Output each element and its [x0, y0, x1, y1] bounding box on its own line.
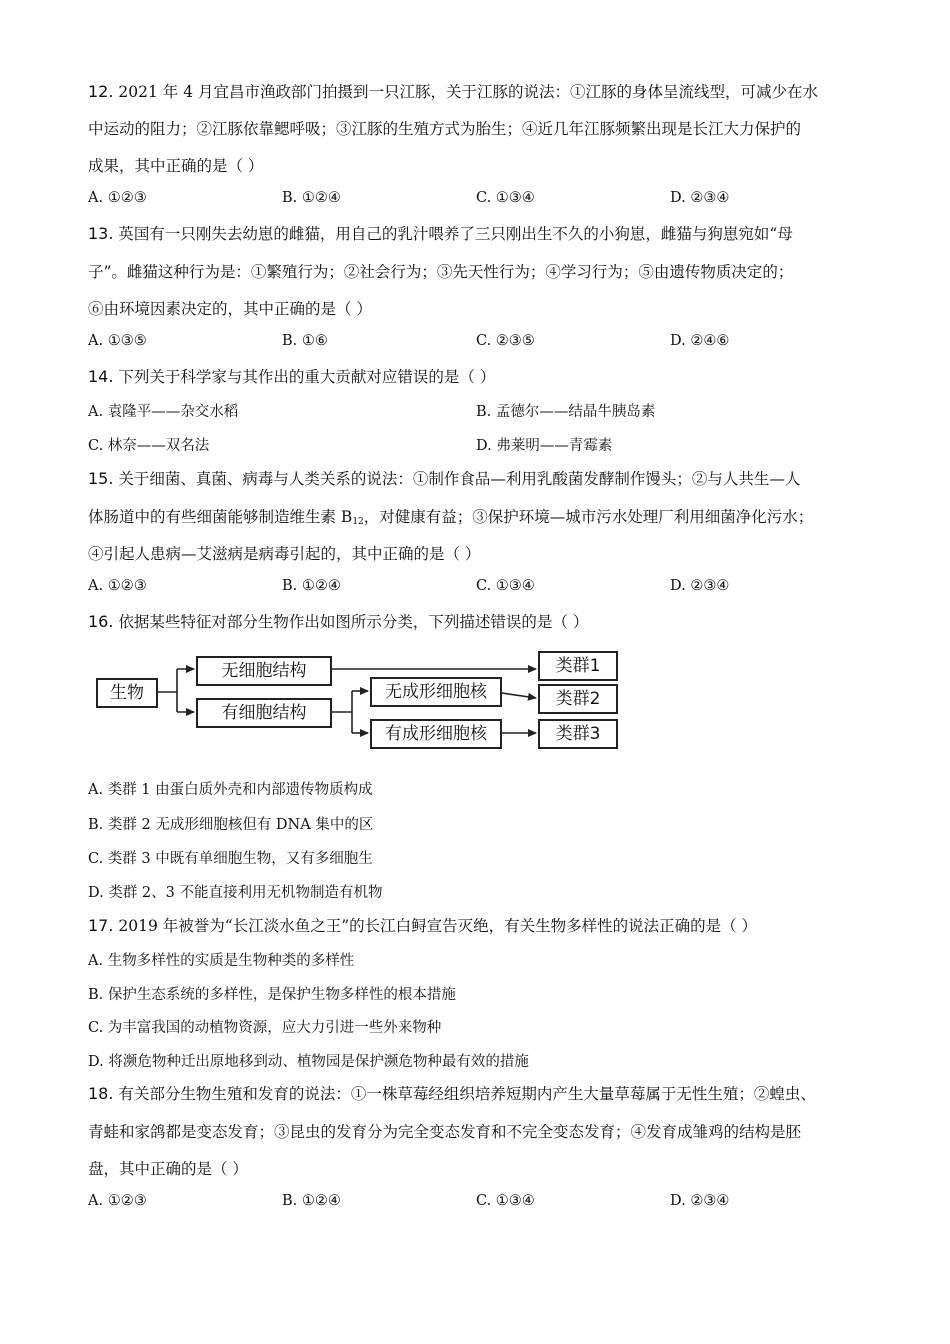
- q13-line-2: 子”。雌猫这种行为是：①繁殖行为；②社会行为；③先天性行为；④学习行为；⑤由遗传物质决定的；: [88, 263, 794, 281]
- diagram-has-cell-structure: 有细胞结构: [196, 698, 332, 728]
- q16-option-d: D. 类群 2、3 不能直接利用无机物制造有机物: [88, 885, 383, 901]
- diagram-has-formed-nucleus: 有成形细胞核: [370, 719, 502, 749]
- q14-number: 14.: [88, 367, 114, 386]
- q14-option-c: C. 林奈——双名法: [88, 438, 210, 454]
- q17-number: 17.: [88, 916, 114, 935]
- q13-option-a: A. ①③⑤: [88, 333, 147, 349]
- q18-option-c: C. ①③④: [476, 1193, 535, 1209]
- q16-option-b: B. 类群 2 无成形细胞核但有 DNA 集中的区: [88, 817, 374, 833]
- q18-option-a: A. ①②③: [88, 1193, 147, 1209]
- diagram-group-3: 类群3: [538, 719, 618, 749]
- diagram-group-2: 类群2: [538, 684, 618, 714]
- q17-line-1: 17. 2019 年被誉为“长江淡水鱼之王”的长江白鲟宣告灭绝，有关生物多样性的说法正确的是（ ）: [88, 916, 758, 935]
- q15-option-d: D. ②③④: [670, 578, 730, 594]
- q15-line-3: ④引起人患病—艾滋病是病毒引起的，其中正确的是（ ）: [88, 545, 481, 563]
- q17-option-a: A. 生物多样性的实质是生物种类的多样性: [88, 953, 355, 969]
- q13-option-c: C. ②③⑤: [476, 333, 535, 349]
- q12-option-d: D. ②③④: [670, 190, 730, 206]
- q12-number: 12.: [88, 82, 114, 101]
- q16-option-c: C. 类群 3 中既有单细胞生物，又有多细胞生: [88, 851, 373, 867]
- q18-line-2: 青蛙和家鸽都是变态发育；③昆虫的发育分为完全变态发育和不完全变态发育；④发育成雏鸡的结构是胚: [88, 1123, 802, 1141]
- q16-line-1: 16. 依据某些特征对部分生物作出如图所示分类，下列描述错误的是（ ）: [88, 612, 589, 631]
- q15-option-c: C. ①③④: [476, 578, 535, 594]
- q18-line-1: 18. 有关部分生物生殖和发育的说法：①一株草莓经组织培养短期内产生大量草莓属于无性生殖；②蝗虫、: [88, 1084, 816, 1103]
- q14-option-a: A. 袁隆平——杂交水稻: [88, 404, 239, 420]
- q13-number: 13.: [88, 224, 114, 243]
- diagram-no-cell-structure: 无细胞结构: [196, 656, 332, 686]
- q15-number: 15.: [88, 469, 114, 488]
- diagram-no-formed-nucleus: 无成形细胞核: [370, 677, 502, 707]
- q16-option-a: A. 类群 1 由蛋白质外壳和内部遗传物质构成: [88, 782, 373, 798]
- q15-line-1: 15. 关于细菌、真菌、病毒与人类关系的说法：①制作食品—利用乳酸菌发酵制作馒头；②与人共生—人: [88, 469, 801, 488]
- q14-line-1: 14. 下列关于科学家与其作出的重大贡献对应错误的是（ ）: [88, 367, 496, 386]
- q16-number: 16.: [88, 612, 114, 631]
- q17-option-d: D. 将濒危物种迁出原地移到动、植物园是保护濒危物种最有效的措施: [88, 1054, 529, 1070]
- q17-option-b: B. 保护生态系统的多样性，是保护生物多样性的根本措施: [88, 987, 456, 1003]
- q15-option-b: B. ①②④: [282, 578, 341, 594]
- q13-option-d: D. ②④⑥: [670, 333, 730, 349]
- q12-line-3: 成果，其中正确的是（ ）: [88, 157, 264, 175]
- q13-option-b: B. ①⑥: [282, 333, 328, 349]
- q18-line-3: 盘，其中正确的是（ ）: [88, 1160, 248, 1178]
- diagram-root-organism: 生物: [96, 678, 158, 708]
- q14-option-d: D. 弗莱明——青霉素: [476, 438, 613, 454]
- q18-option-b: B. ①②④: [282, 1193, 341, 1209]
- q18-option-d: D. ②③④: [670, 1193, 730, 1209]
- q13-line-1: 13. 英国有一只刚失去幼崽的雌猫，用自己的乳汁喂养了三只刚出生不久的小狗崽，雌猫与狗崽宛如“母: [88, 224, 793, 243]
- q17-option-c: C. 为丰富我国的动植物资源，应大力引进一些外来物种: [88, 1020, 442, 1036]
- q12-option-a: A. ①②③: [88, 190, 147, 206]
- q18-number: 18.: [88, 1084, 114, 1103]
- q12-option-c: C. ①③④: [476, 190, 535, 206]
- q14-option-b: B. 孟德尔——结晶牛胰岛素: [476, 404, 656, 420]
- q12-line-1: 12. 2021 年 4 月宜昌市渔政部门拍摄到一只江豚，关于江豚的说法：①江豚的身体呈流线型，可减少在水: [88, 82, 818, 101]
- q12-line-2: 中运动的阻力；②江豚依靠鳃呼吸；③江豚的生殖方式为胎生；④近几年江豚频繁出现是长江大力保护的: [88, 120, 802, 138]
- q13-line-3: ⑥由环境因素决定的，其中正确的是（ ）: [88, 300, 372, 318]
- q15-line-2: 体肠道中的有些细菌能够制造维生素 $B_{12}$，对健康有益；③保护环境—城市污水处理厂利用细菌净化污水；: [88, 508, 814, 527]
- q12-option-b: B. ①②④: [282, 190, 341, 206]
- diagram-group-1: 类群1: [538, 651, 618, 681]
- q15-option-a: A. ①②③: [88, 578, 147, 594]
